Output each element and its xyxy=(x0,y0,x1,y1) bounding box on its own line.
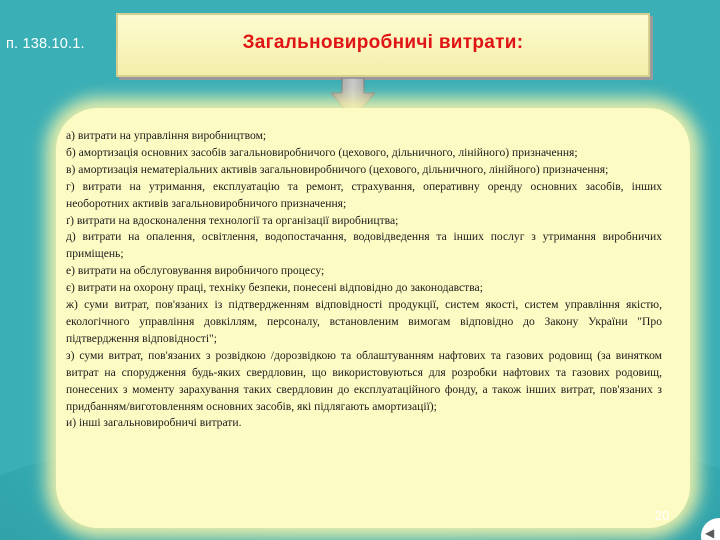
page-number: 20 xyxy=(655,508,670,523)
list-item: в) амортизація нематеріальних активів загальновиробничого (цехового, дільничного, лінійного) призначення; xyxy=(66,162,609,176)
list-item: д) витрати на опалення, освітлення, водопостачання, водовідведення та інших послуг з утримання виробничих приміщень; xyxy=(66,230,662,261)
slide-title: Загальновиробничі витрати: xyxy=(242,32,524,53)
chevron-left-icon: ◀ xyxy=(705,526,715,540)
expense-list xyxy=(66,128,662,432)
list-item: з) суми витрат, пов'язаних з розвідкою /дорозвідкою та облаштуванням нафтових та газових родовищ (за винятком витрат на спорудження будь-яких свердловин, що використовуються для розробки нафтових та газових родовищ, понесених з моменту зарахування таких свердловин до експлуатаційного фонду, а також інших витрат, пов'язаних з придбанням/виготовленням основних засобів, які підлягають амортизації); xyxy=(66,348,662,413)
list-item: ґ) витрати на вдосконалення технології та організації виробництва; xyxy=(66,213,399,227)
list-item: е) витрати на обслуговування виробничого процесу; xyxy=(66,264,325,278)
list-item: а) витрати на управління виробництвом; xyxy=(66,129,267,142)
content-box xyxy=(56,108,690,528)
list-item: и) інші загальновиробничі витрати. xyxy=(66,416,242,430)
title-box xyxy=(116,13,650,77)
list-item: ж) суми витрат, пов'язаних із підтвердженням відповідності продукції, систем якості, систем управління якістю, екологічного управління довкіллям, персоналу, встановленим вимогам відповідно до Закону України "Про підтвердження відповідності"; xyxy=(66,298,662,345)
list-item: б) амортизація основних засобів загальновиробничого (цехового, дільничного, лінійного) призначення; xyxy=(66,145,578,159)
section-label: п. 138.10.1. xyxy=(6,36,85,52)
list-item: г) витрати на утримання, експлуатацію та ремонт, страхування, оперативну оренду основних засобів, інших необоротних активів загальновиробничого призначення; xyxy=(66,179,662,210)
list-item: є) витрати на охорону праці, техніку безпеки, понесені відповідно до законодавства; xyxy=(66,281,483,295)
